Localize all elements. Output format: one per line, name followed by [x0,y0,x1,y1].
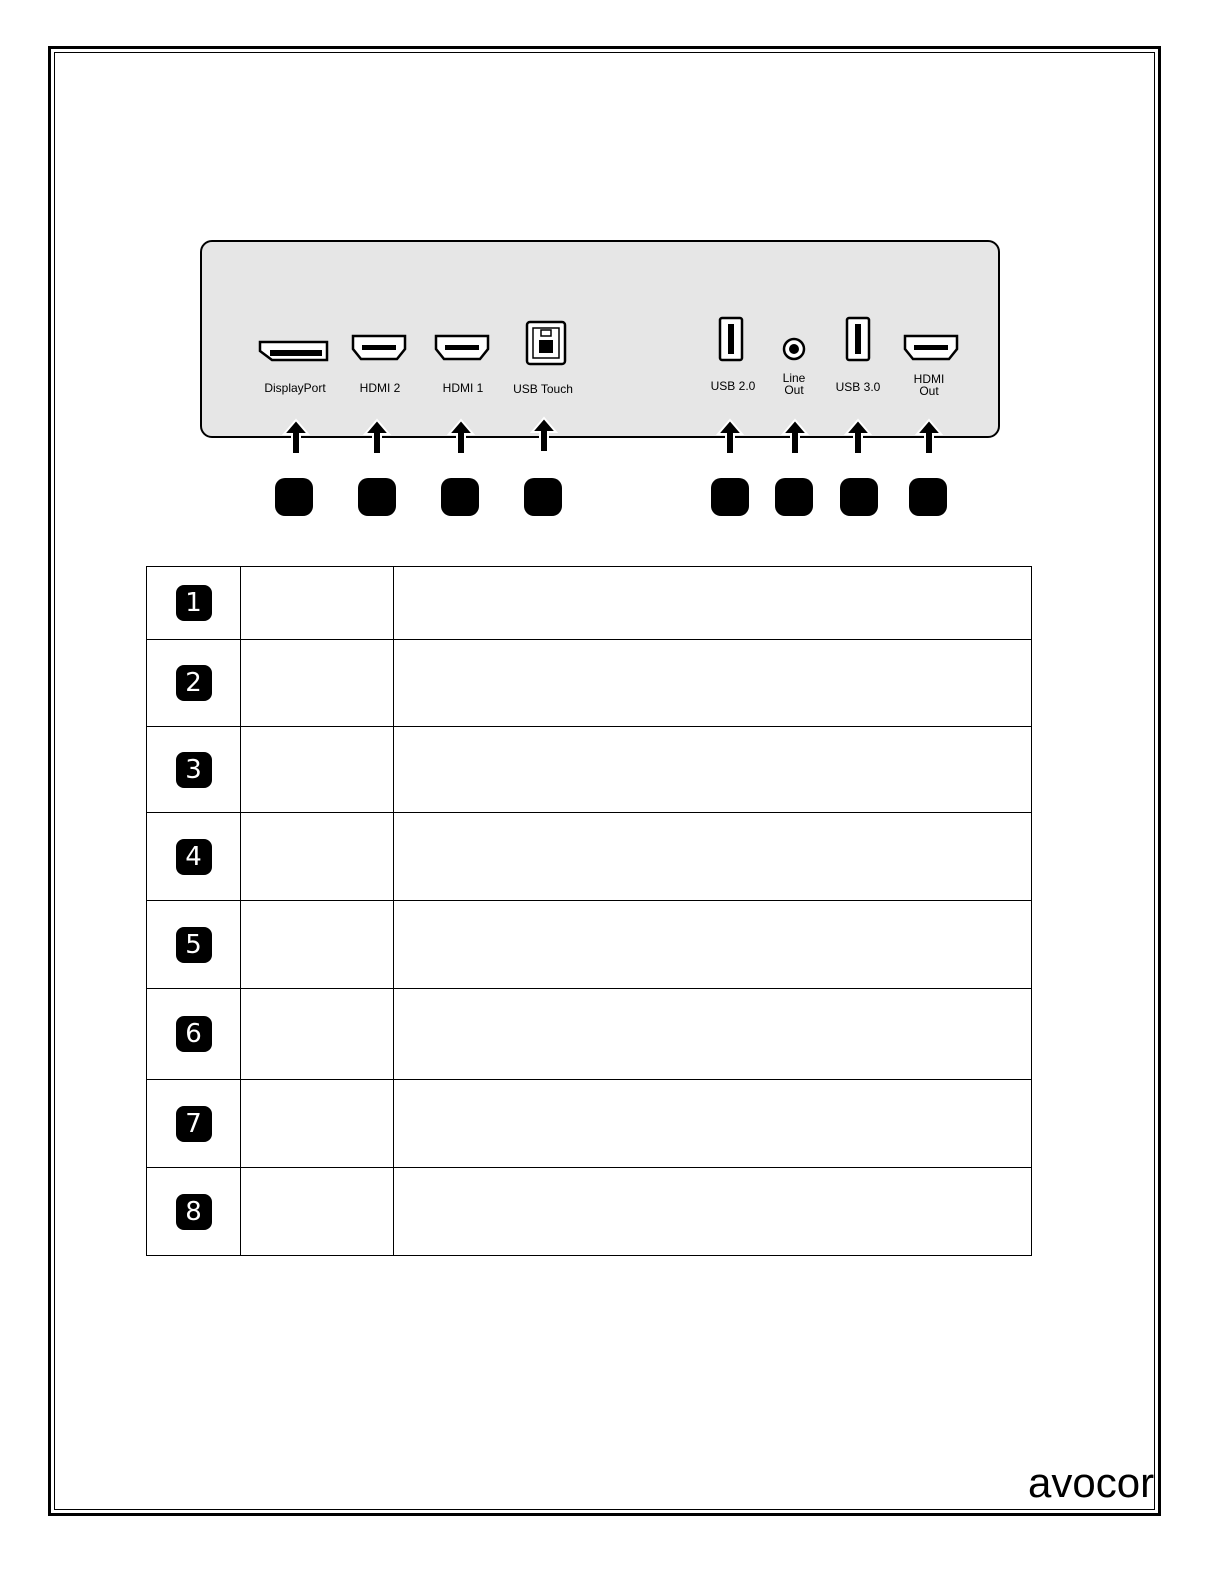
number-badge: 2 [176,665,212,701]
table-cell [394,1080,1032,1168]
table-cell [394,1168,1032,1256]
arrow-up-icon [362,418,392,456]
arrow-up-icon [914,418,944,456]
callout-marker [840,478,878,516]
table-row [147,901,1032,989]
table-cell [241,640,394,727]
port-label: USB 3.0 [835,380,881,394]
table-cell [394,989,1032,1080]
number-badge: 4 [176,839,212,875]
number-badge: 7 [176,1106,212,1142]
table-cell [241,1080,394,1168]
arrow-up-icon [281,418,311,456]
number-badge: 5 [176,927,212,963]
hdmi-icon [903,334,959,362]
usb-a-icon [845,316,871,362]
number-badge: 6 [176,1016,212,1052]
port-label: USB Touch [513,382,573,396]
usb-b-icon [525,320,567,366]
callout-marker [775,478,813,516]
callout-marker [275,478,313,516]
table-cell [241,989,394,1080]
avocor-logo: avocor [1028,1459,1155,1506]
port-label: HDMI 2 [359,381,401,395]
audio-jack-icon [782,337,806,361]
port-label: HDMI Out [913,372,945,398]
port-label: USB 2.0 [710,379,756,393]
displayport-icon [258,339,330,363]
table-cell [394,640,1032,727]
table-cell [394,901,1032,989]
hdmi-icon [351,334,407,362]
arrow-up-icon [843,418,873,456]
table-cell [394,813,1032,901]
table-cell [394,727,1032,813]
callout-marker [524,478,562,516]
hdmi-icon [434,334,490,362]
table-row [147,640,1032,727]
number-badge: 3 [176,752,212,788]
table-cell [394,567,1032,640]
table-cell [241,727,394,813]
number-badge: 1 [176,585,212,621]
callout-marker [711,478,749,516]
callout-marker [358,478,396,516]
table-cell [241,567,394,640]
usb-a-icon [718,316,744,362]
legend-table [146,566,1032,1256]
callout-marker [441,478,479,516]
table-row [147,567,1032,640]
arrow-up-icon [446,418,476,456]
table-cell [241,901,394,989]
port-label: DisplayPort [264,381,326,395]
table-row [147,813,1032,901]
port-label: HDMI 1 [442,381,484,395]
table-row [147,1168,1032,1256]
table-row [147,1080,1032,1168]
table-row [147,727,1032,813]
table-cell [241,813,394,901]
port-label: Line Out [782,371,806,397]
number-badge: 8 [176,1194,212,1230]
arrow-up-icon [780,418,810,456]
table-cell [241,1168,394,1256]
table-row [147,989,1032,1080]
arrow-up-icon [529,416,559,454]
arrow-up-icon [715,418,745,456]
callout-marker [909,478,947,516]
